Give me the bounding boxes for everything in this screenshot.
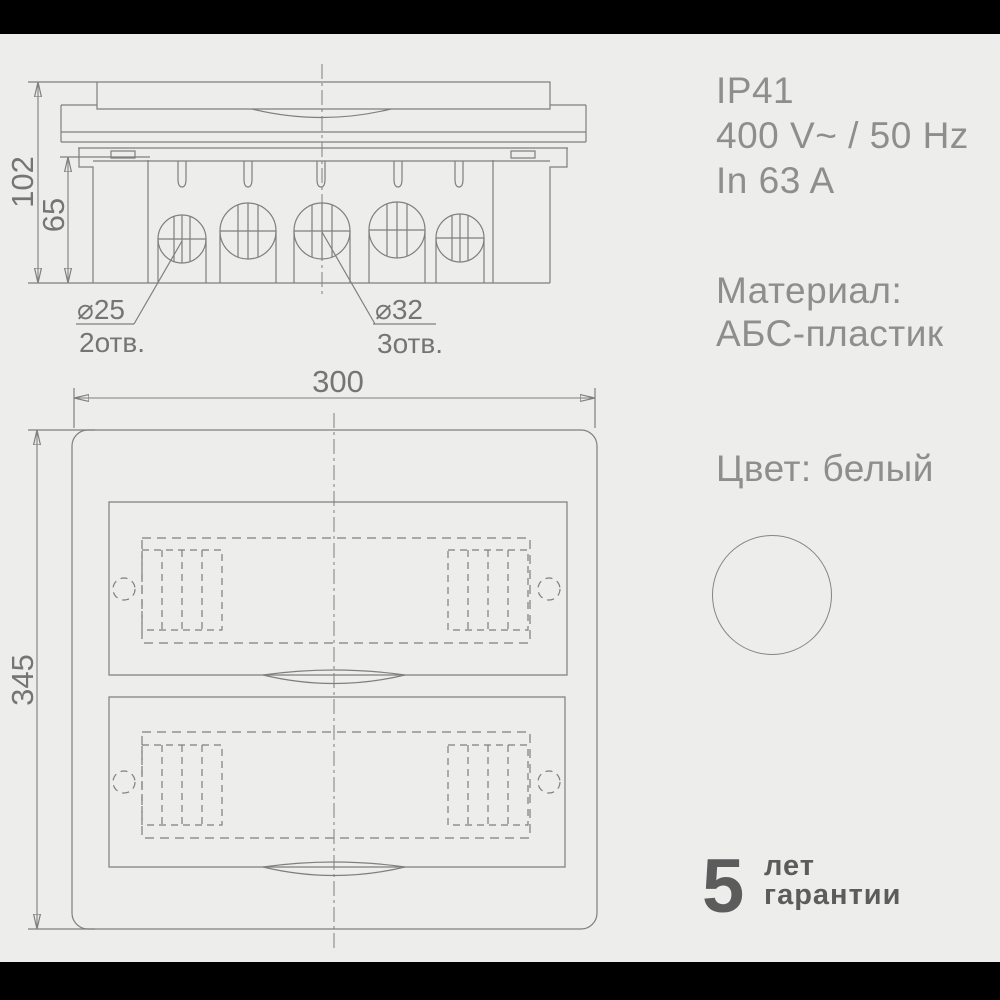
spec-color: Цвет: белый: [716, 448, 934, 489]
module-grid-left: [142, 745, 222, 825]
dim-65-label: 65: [36, 197, 71, 233]
dia25-count-label: 2отв.: [79, 327, 146, 358]
dim-345-label: 345: [5, 654, 40, 706]
screw-hole: [538, 578, 560, 600]
module-grid-right: [448, 745, 528, 825]
din-rail-zone: [142, 538, 530, 643]
knockout-hole-small: [158, 215, 206, 283]
dia25-label: ⌀25: [77, 294, 126, 325]
spec-material-label: Материал:: [716, 270, 903, 311]
spec-material-value: АБС-пластик: [716, 313, 944, 354]
box-body: [28, 160, 550, 283]
snap-tooth: [178, 161, 186, 187]
knockout-hole-large: [294, 203, 350, 283]
spec-ip-rating: IP41: [716, 70, 795, 111]
spec-current: In 63 A: [716, 160, 835, 201]
warranty-years: 5: [702, 844, 745, 929]
snap-tooth: [317, 161, 325, 187]
dimension-102: [5, 82, 97, 282]
warranty-line2: гарантии: [764, 879, 902, 911]
knockout-holes: [158, 202, 484, 283]
module-window-upper: [109, 502, 567, 684]
dim-300-label: 300: [312, 364, 364, 399]
screw-hole: [538, 771, 560, 793]
dia32-count-label: 3отв.: [377, 328, 444, 359]
color-swatch-circle: [712, 535, 832, 655]
din-rail-zone: [142, 732, 530, 838]
warranty-line1: лет: [764, 850, 815, 882]
snap-tooth: [394, 161, 402, 187]
knockout-hole-large: [220, 203, 276, 283]
callout-hole-25: [76, 241, 182, 358]
snap-tooth: [244, 161, 252, 187]
warranty-label: [764, 852, 901, 910]
dimension-345: [5, 430, 95, 929]
screw-hole: [113, 771, 135, 793]
screw-hole: [113, 578, 135, 600]
front-view: [5, 364, 597, 952]
module-grid-right: [448, 550, 528, 630]
snap-teeth: [178, 161, 463, 187]
knockout-hole-large: [369, 202, 425, 283]
module-grid-left: [142, 550, 222, 630]
door-panel: [97, 82, 550, 109]
left-bracket: [79, 148, 135, 283]
dim-102-label: 102: [5, 156, 40, 208]
snap-tooth: [455, 161, 463, 187]
leader-line: [322, 232, 375, 324]
window-frame: [109, 697, 565, 867]
module-window-lower: [109, 697, 565, 876]
cover-frame: [61, 105, 586, 148]
right-bracket: [511, 148, 567, 283]
window-frame: [109, 502, 567, 675]
bottom-letterbox-bar: [0, 962, 1000, 1000]
dia32-label: ⌀32: [375, 294, 424, 325]
spec-voltage: 400 V~ / 50 Hz: [716, 115, 969, 156]
knockout-hole-small: [436, 214, 484, 283]
side-view: [5, 64, 586, 359]
